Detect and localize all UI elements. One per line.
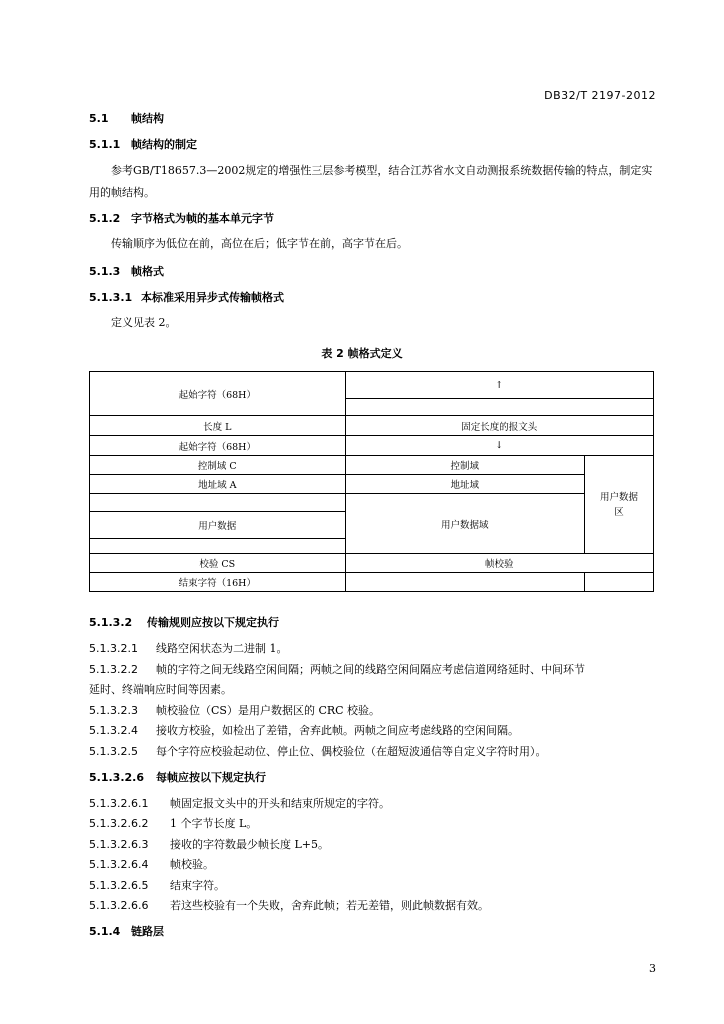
cell-start-char-1: 起始字符（68H）	[90, 372, 346, 416]
section-title: 每帧应按以下规定执行	[156, 771, 266, 784]
item-number: 5.1.3.2.2	[89, 663, 138, 676]
section-title: 字节格式为帧的基本单元字节	[131, 212, 274, 225]
section-title: 传输规则应按以下规定执行	[147, 616, 279, 629]
cell-up-arrow: ↑	[345, 372, 653, 399]
item-number: 5.1.3.2.6.6	[89, 899, 149, 912]
cell-down-arrow: ↓	[345, 436, 653, 456]
section-number: 5.1	[89, 112, 109, 125]
item-number: 5.1.3.2.3	[89, 704, 138, 717]
section-number: 5.1.3.2	[89, 616, 133, 629]
frame-format-table	[89, 371, 654, 592]
heading-5-1-3-2	[89, 615, 279, 631]
item-number: 5.1.3.2.6.3	[89, 838, 149, 851]
item-number: 5.1.3.2.6.2	[89, 817, 149, 830]
cell-empty	[345, 399, 653, 416]
list-item	[89, 837, 329, 853]
heading-5-1-4	[89, 924, 164, 940]
item-text: 延时、终端响应时间等因素。	[89, 683, 232, 696]
heading-5-1-3-2-6	[89, 770, 266, 786]
cell-user-data-field: 用户数据域	[345, 494, 585, 554]
list-item	[89, 878, 225, 894]
section-number: 5.1.2	[89, 212, 121, 225]
section-title: 帧结构的制定	[131, 138, 197, 151]
section-number: 5.1.3.1	[89, 291, 133, 304]
cell-control-c: 控制域 C	[90, 456, 346, 475]
item-text: 线路空闲状态为二进制 1。	[156, 642, 288, 655]
list-item	[89, 662, 585, 678]
paragraph-5-1-2: 传输顺序为低位在前，高位在后；低字节在前，高字节在后。	[111, 237, 408, 250]
list-item	[89, 723, 519, 739]
heading-5-1	[89, 111, 164, 127]
item-number: 5.1.3.2.1	[89, 642, 138, 655]
heading-5-1-3	[89, 264, 164, 280]
table-caption: 表 2 帧格式定义	[321, 347, 403, 360]
item-text: 帧固定报文头中的开头和结束所规定的字符。	[170, 797, 390, 810]
item-text: 若这些校验有一个失败，舍弃此帧；若无差错，则此帧数据有效。	[170, 899, 489, 912]
cell-start-char-2: 起始字符（68H）	[90, 436, 346, 456]
section-number: 5.1.1	[89, 138, 121, 151]
item-number: 5.1.3.2.6.1	[89, 797, 149, 810]
cell-user-data: 用户数据	[90, 512, 346, 539]
section-number: 5.1.4	[89, 925, 121, 938]
item-text: 帧校验位（CS）是用户数据区的 CRC 校验。	[156, 704, 381, 717]
cell-empty	[345, 573, 585, 592]
item-text: 帧校验。	[170, 858, 214, 871]
cell-fixed-header: 固定长度的报文头	[345, 416, 653, 436]
item-text: 接收的字符数最少帧长度 L+5。	[170, 838, 330, 851]
section-number: 5.1.3	[89, 265, 121, 278]
heading-5-1-2	[89, 211, 274, 227]
item-number: 5.1.3.2.6.4	[89, 858, 149, 871]
list-item	[89, 744, 547, 760]
section-title: 链路层	[131, 925, 164, 938]
list-item	[89, 816, 257, 832]
paragraph-5-1-1: 参考GB/T18657.3—2002规定的增强性三层参考模型，结合江苏省水文自动测报系统数据传输的特点，制定实用的帧结构。	[89, 164, 653, 199]
cell-address-a: 地址域 A	[90, 475, 346, 494]
cell-user-data-area: 用户数据区	[585, 456, 654, 554]
list-item	[89, 641, 288, 657]
cell-empty	[90, 494, 346, 512]
list-item-continuation	[89, 682, 232, 698]
item-number: 5.1.3.2.5	[89, 745, 138, 758]
heading-5-1-1	[89, 137, 197, 153]
section-title: 帧格式	[131, 265, 164, 278]
paragraph-5-1-3-1: 定义见表 2。	[111, 316, 177, 329]
cell-length: 长度 L	[90, 416, 346, 436]
cell-end-char: 结束字符（16H）	[90, 573, 346, 592]
page-number: 3	[649, 962, 656, 975]
list-item	[89, 703, 380, 719]
cell-address: 地址域	[345, 475, 585, 494]
item-text: 每个字符应校验起动位、停止位、偶校验位（在超短波通信等自定义字符时用）。	[156, 745, 547, 758]
item-number: 5.1.3.2.4	[89, 724, 138, 737]
item-text: 帧的字符之间无线路空闲间隔；两帧之间的线路空闲间隔应考虑信道网络延时、中间环节	[156, 663, 585, 676]
list-item	[89, 898, 489, 914]
section-number: 5.1.3.2.6	[89, 771, 144, 784]
item-text: 1 个字节长度 L。	[170, 817, 258, 830]
section-title: 帧结构	[131, 112, 164, 125]
cell-empty	[585, 573, 654, 592]
cell-frame-check: 帧校验	[345, 554, 653, 573]
list-item	[89, 796, 390, 812]
item-number: 5.1.3.2.6.5	[89, 879, 149, 892]
item-text: 接收方校验，如检出了差错，舍弃此帧。两帧之间应考虑线路的空闲间隔。	[156, 724, 519, 737]
section-title: 本标准采用异步式传输帧格式	[141, 291, 284, 304]
list-item	[89, 857, 214, 873]
heading-5-1-3-1	[89, 290, 284, 306]
item-text: 结束字符。	[170, 879, 225, 892]
cell-checksum-cs: 校验 CS	[90, 554, 346, 573]
cell-control: 控制域	[345, 456, 585, 475]
cell-empty	[90, 539, 346, 554]
document-code: DB32/T 2197-2012	[544, 89, 656, 102]
